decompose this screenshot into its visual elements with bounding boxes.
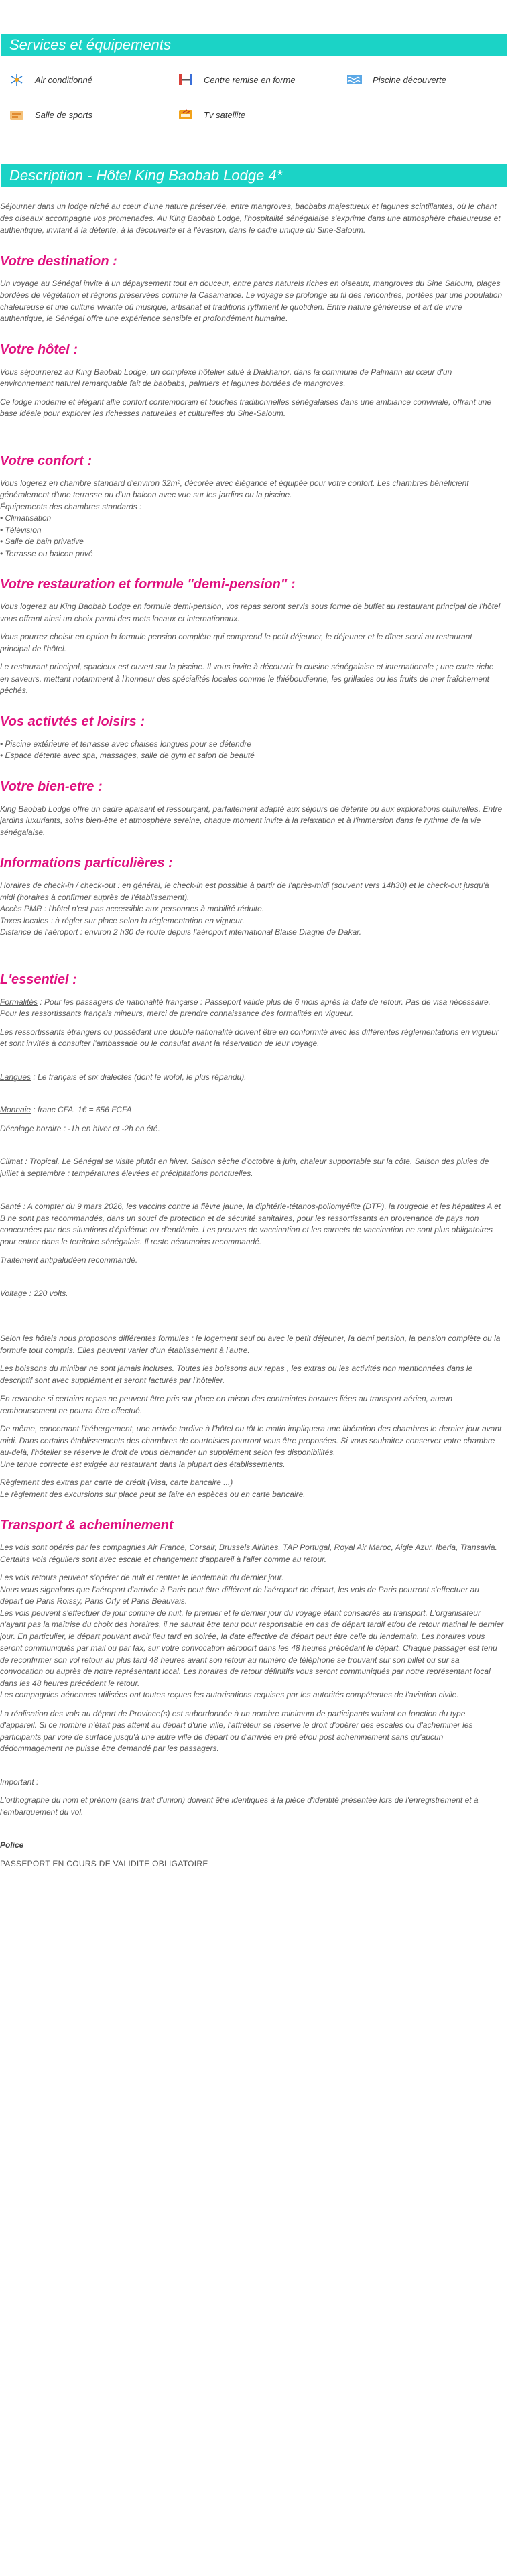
infos-line: Horaires de check-in / check-out : en général, le check-in est possible à partir de l'après-midi (souvent vers 14h30) et le check-out jusqu'à midi (horaires à confirmer auprès de l'établissement). <box>0 881 489 902</box>
climat-paragraph <box>0 1156 504 1179</box>
restauration-paragraph: Le restaurant principal, spacieux est ouvert sur la piscine. Il vous invite à découvrir la cuisine sénégalaise et internationale ; une carte riche en saveurs, mettant notamment à l'honneur des spécialités locales comme le thiéboudienne, les grillades ou les fruits de mer fraîchement pêchés. <box>0 662 494 695</box>
note-paragraph: En revanche si certains repas ne peuvent être pris sur place en raison des contraintes horaires liées au transport aérien, aucun remboursement ne pourra être effectué. <box>0 1394 453 1415</box>
hotel-paragraph: Vous séjournerez au King Baobab Lodge, un complexe hôtelier situé à Diakhanor, dans la commune de Palmarin au cœur d'un environnement naturel remarquable fait de baobabs, palmiers et lagunes bordées de mangroves. <box>0 367 452 388</box>
voltage-label: Voltage <box>0 1288 27 1298</box>
decalage-paragraph: Décalage horaire : -1h en hiver et -2h en été. <box>0 1123 160 1133</box>
confort-list <box>0 501 504 560</box>
transport-paragraph: La réalisation des vols au départ de Province(s) est subordonnée à un nombre minimum de participants variant en fonction du type d'appareil. Si ce nombre n'était pas atteint au départ d'une ville, l'affréteur se réserve le droit d'opérer des escales ou d'acheminer les participants par voie de surface jusqu'à une autre ville de départ ou d'arrivée en pré et/ou post acheminement sans qu'aucun dédommagement ne puisse être demandé par les passagers. <box>0 1708 473 1753</box>
service-label: Air conditionné <box>35 74 92 85</box>
services-title: Services et équipements <box>9 36 171 53</box>
essentiel-heading: L'essentiel : <box>0 972 77 987</box>
service-air-conditionne <box>8 72 92 87</box>
hotel-paragraph: Ce lodge moderne et élégant allie confort contemporain et touches traditionnelles sénégalaises dans une ambiance conviviale, offrant une base idéale pour explorer les richesses naturelles et culturelles du Sine-Saloum. <box>0 397 492 418</box>
climat-text: : Tropical. Le Sénégal se visite plutôt en hiver. Saison sèche d'octobre à juin, chaleur supportable sur la côte. Saison des pluies de juillet à septembre : températures élevées et précipitations ponctuelles. <box>0 1157 489 1178</box>
note-paragraph: Selon les hôtels nous proposons différentes formules : le logement seul ou avec le petit déjeuner, la demi pension, la pension complète ou la formule tout compris. Elles peuvent varier d'un établissement à l'autre. <box>0 1334 501 1355</box>
service-label: Centre remise en forme <box>204 74 296 85</box>
list-item: • Espace détente avec spa, massages, salle de gym et salon de beauté <box>0 751 255 760</box>
confort-paragraph: Vous logerez en chambre standard d'environ 32m², décorée avec élégance et équipée pour votre confort. Les chambres bénéficient généralement d'une terrasse ou d'un balcon avec vue sur les jardins ou la piscine. <box>0 478 469 499</box>
monnaie-label: Monnaie <box>0 1105 31 1114</box>
formalites-text: : Pour les passagers de nationalité française : Passeport valide plus de 6 mois après la date de retour. Pas de visa nécessaire. <box>38 996 491 1007</box>
pool-icon <box>346 72 363 87</box>
langues-paragraph <box>0 1072 504 1084</box>
formalites-minors-text: Pour les ressortissants français mineurs, merci de prendre connaissance des <box>0 1009 277 1018</box>
restauration-heading: Votre restauration et formule "demi-pension" : <box>0 577 296 592</box>
service-piscine-decouverte <box>346 72 446 87</box>
formalites-minors-paragraph <box>0 1008 504 1020</box>
destination-heading: Votre destination : <box>0 253 117 269</box>
list-item: • Salle de bain privative <box>0 537 84 546</box>
intro-paragraph: Séjourner dans un lodge niché au cœur d'une nature préservée, entre mangroves, baobabs majestueux et lagunes scintillantes, où le chant des oiseaux accompagne vos promenades. Au King Baobab Lodge, l'hospitalité sénégalaise s'exprime dans une atmosphère chaleureuse et authentique, invitant à la détente, à la découverte et à l'évasion, dans le cadre unique du Sine-Saloum. <box>0 202 501 235</box>
sante-paragraph <box>0 1201 504 1248</box>
destination-paragraph: Un voyage au Sénégal invite à un dépaysement tout en douceur, entre parcs naturels riches en oiseaux, mangroves du Sine Saloum, plages bordées de végétation et régions préservées comme la Casamance. Le voyage se prolonge au fil des rencontres, portées par une population chaleureuse et une culture vivante où musique, artisanat et traditions rythment le quotidien. Entre nature généreuse et art de vivre authentique, le Sénégal offre une expérience sensible et profondément humaine. <box>0 278 503 323</box>
services-header <box>1 34 507 56</box>
formalites-paragraph <box>0 996 504 1009</box>
important-paragraph: L'orthographe du nom et prénom (sans trait d'union) doivent être identiques à la pièce d'identité présentée lors de l'enregistrement et à l'embarquement du vol. <box>0 1795 479 1817</box>
activites-list <box>0 738 504 762</box>
note-paragraph: De même, concernant l'hébergement, une arrivée tardive à l'hôtel ou tôt le matin impliquera une libération des chambres le dernier jour avant midi. Dans certains établissements des chambres de courtoisies pourront vous être proposées. Si vous souhaitez conserver votre chambre au-delà, l'hôtelier se réserve le droit de vous demander un supplément selon les disponibilités. <box>0 1424 502 1457</box>
langues-label: Langues <box>0 1072 31 1082</box>
service-label: Piscine découverte <box>373 74 446 85</box>
description-content <box>0 201 504 1876</box>
restauration-paragraph: Vous logerez au King Baobab Lodge en formule demi-pension, vos repas seront servis sous forme de buffet au restaurant principal de l'hôtel vous offrant ainsi un choix parmi des mets locaux et internationaux. <box>0 602 501 623</box>
monnaie-text: : franc CFA. 1€ = 656 FCFA <box>31 1105 132 1114</box>
passeport-notice: PASSEPORT EN COURS DE VALIDITE OBLIGATOIRE <box>0 1858 208 1868</box>
confort-heading: Votre confort : <box>0 453 92 468</box>
service-centre-remise-en-forme <box>177 72 296 87</box>
sante-label: Santé <box>0 1202 21 1211</box>
service-label: Salle de sports <box>35 109 92 120</box>
gym-icon <box>8 107 25 122</box>
langues-text: : Le français et six dialectes (dont le wolof, le plus répandu). <box>31 1072 247 1082</box>
transport-paragraph: Les vols retours peuvent s'opérer de nuit et rentrer le lendemain du dernier jour. <box>0 1573 284 1582</box>
service-tv-satellite <box>177 107 245 122</box>
restauration-paragraph: Vous pourrez choisir en option la formule pension complète qui comprend le petit déjeuner, le déjeuner et le dîner servi au restaurant principal de l'hôtel. <box>0 632 472 653</box>
transport-paragraph: Les compagnies aériennes utilisées ont toutes reçues les autorisations requises par les autorités compétentes de l'aviation civile. <box>0 1690 459 1699</box>
infos-heading: Informations particulières : <box>0 856 173 871</box>
formalites-link[interactable]: formalités <box>276 1009 312 1018</box>
infos-line: Taxes locales : à régler sur place selon la réglementation en vigueur. <box>0 915 245 925</box>
air-conditioning-icon <box>8 72 25 87</box>
list-item: • Terrasse ou balcon privé <box>0 548 93 558</box>
services-row <box>7 72 508 87</box>
monnaie-paragraph <box>0 1104 504 1116</box>
service-salle-de-sports <box>8 107 92 122</box>
list-item: • Télévision <box>0 525 42 535</box>
list-item: Équipements des chambres standards : <box>0 501 142 511</box>
note-paragraph: Le règlement des excursions sur place peut se faire en espèces ou en carte bancaire. <box>0 1489 306 1499</box>
transport-heading: Transport & acheminement <box>0 1518 174 1533</box>
list-item: • Piscine extérieure et terrasse avec chaises longues pour se détendre <box>0 738 252 749</box>
infos-line: Distance de l'aéroport : environ 2 h30 de route depuis l'aéroport international Blaise Diagne de Dakar. <box>0 927 362 937</box>
transport-paragraph: Les vols peuvent s'effectuer de jour comme de nuit, le premier et le dernier jour du voyage étant consacrés au transport. L'organisateur n'ayant pas la maîtrise du choix des horaires, il ne saurait être tenu pour responsable en cas de départ tardif et/ou de retour matinal le dernier jour. En particulier, le départ pouvant avoir lieu tard en soirée, la date effective de départ peut être celle du lendemain. Les horaires vous seront communiqués par mail ou par fax, sur votre convocation aéroport dans les 48 heures précédant le départ. Chaque passager est tenu de reconfirmer son vol retour au plus tard 48 heures avant son retour au numéro de téléphone se trouvant sur son billet ou sur sa convocation ou auprès de notre représentant local. Les horaires de retour définitifs vous seront communiqués par notre représentant local dans les 48 heures précédent le retour. <box>0 1608 504 1688</box>
description-title: Description - Hôtel King Baobab Lodge 4* <box>9 167 283 184</box>
description-header <box>1 164 507 187</box>
traitement-paragraph: Traitement antipaludéen recommandé. <box>0 1255 138 1265</box>
important-label: Important : <box>0 1777 39 1787</box>
note-paragraph: Règlement des extras par carte de crédit (Visa, carte bancaire ...) <box>0 1478 233 1487</box>
transport-paragraph: Nous vous signalons que l'aéroport d'arrivée à Paris peut être différent de l'aéroport de départ, les vols de Paris pourront s'effectuer au départ de Paris Roissy, Paris Orly et Paris Beauvais. <box>0 1584 479 1606</box>
infos-line: Accès PMR : l'hôtel n'est pas accessible aux personnes à mobilité réduite. <box>0 904 265 913</box>
climat-label: Climat <box>0 1157 23 1166</box>
list-item: • Climatisation <box>0 513 52 523</box>
services-row <box>7 107 508 122</box>
formalites-minors-end: en vigueur. <box>311 1009 354 1018</box>
formalites-foreigners-paragraph: Les ressortissants étrangers ou possédant une double nationalité doivent être en conformité avec les différentes réglementations en vigueur et sont invités à consulter l'ambassade ou le consulat avant la réservation de leur voyage. <box>0 1027 499 1048</box>
service-label: Tv satellite <box>204 109 246 120</box>
bienetre-heading: Votre bien-etre : <box>0 779 103 794</box>
transport-paragraph: Les vols sont opérés par les compagnies Air France, Corsair, Brussels Airlines, TAP Portugal, Royal Air Maroc, Aigle Azur, Iberia, Transavia. Certains vols réguliers sont avec escale et changement d'appareil à l'aller comme au retour. <box>0 1543 497 1564</box>
sante-text: : A compter du 9 mars 2026, les vaccins contre la fièvre jaune, la diphtérie-tétanos-poliomyélite (DTP), la rougeole et les hépatites A et B ne sont pas recommandés, dans un souci de protection et de sécurité sanitaires, pour les ressortissants en provenance de pays non concernées par des situations d'épidémie ou d'endémie. Les preuves de vaccination et les carnets de vaccination ne sont plus obligatoires pour entrer dans le territoire sénégalais. Il reste néanmoins recommandé. <box>0 1202 501 1246</box>
hotel-heading: Votre hôtel : <box>0 342 78 357</box>
fitness-icon <box>177 72 194 87</box>
voltage-text: : 220 volts. <box>27 1288 68 1298</box>
note-paragraph: Les boissons du minibar ne sont jamais incluses. Toutes les boissons aux repas , les extras ou les activités non mentionnées dans le descriptif sont avec supplément et seront facturés par l'hôtelier. <box>0 1364 473 1385</box>
tv-icon <box>177 107 194 122</box>
police-label: Police <box>0 1840 24 1850</box>
activites-heading: Vos activtés et loisirs : <box>0 714 145 729</box>
voltage-paragraph <box>0 1288 504 1300</box>
formalites-label: Formalités <box>0 996 38 1007</box>
bienetre-paragraph: King Baobab Lodge offre un cadre apaisant et ressourçant, parfaitement adapté aux séjours de détente ou aux explorations culturelles. Entre jardins luxuriants, soins bien-être et atmosphère sereine, chaque moment invite à la relaxation et à l'immersion dans le rythme de la vie sénégalaise. <box>0 803 503 837</box>
note-paragraph: Une tenue correcte est exigée au restaurant dans la plupart des établissements. <box>0 1459 285 1469</box>
